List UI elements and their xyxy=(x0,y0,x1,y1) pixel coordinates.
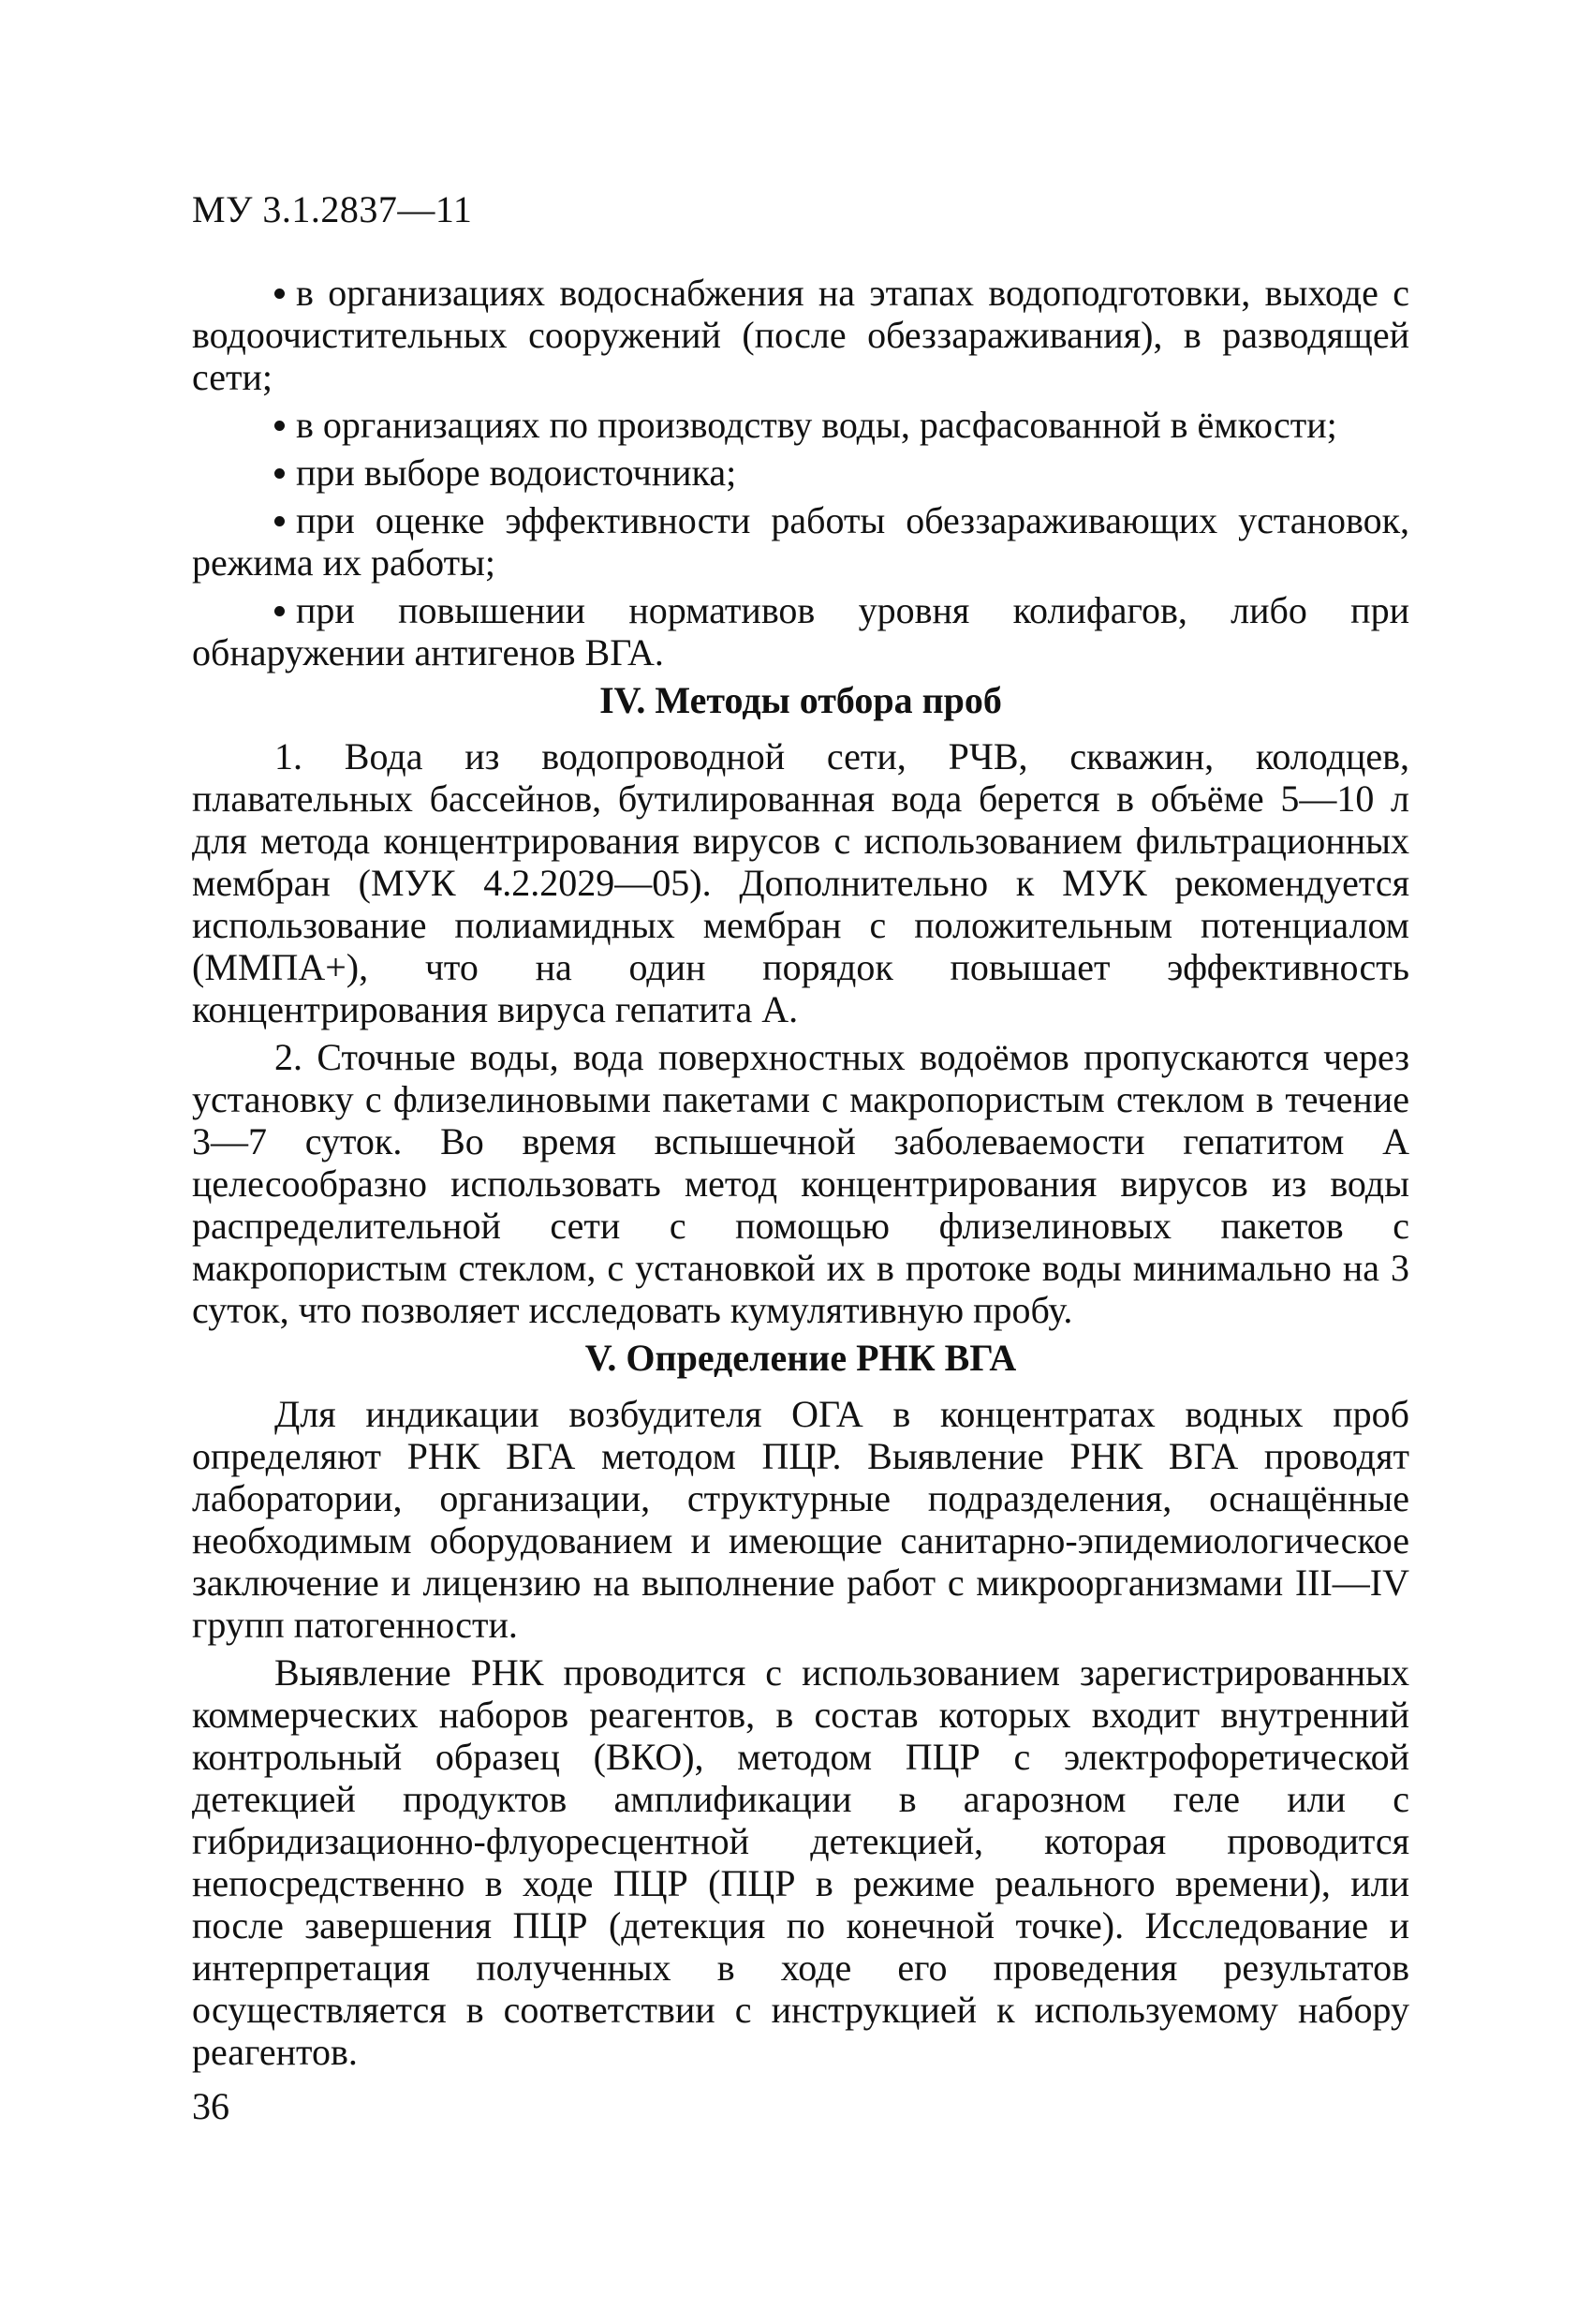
bullet-icon xyxy=(274,606,285,616)
bullet-item xyxy=(192,272,1409,398)
bullet-text: при выборе водоисточника; xyxy=(296,451,737,494)
bullet-icon xyxy=(274,516,285,526)
running-header: МУ 3.1.2837—11 xyxy=(192,188,473,230)
bullet-icon xyxy=(274,289,285,299)
section-4-paragraph-1: 1. Вода из водопроводной сети, РЧВ, скважин, колодцев, плавательных бассейнов, бутилированная вода берется в объёме 5—10 л для метода концентрирования вирусов с использованием фильтрационных мембран (МУК 4.2.2029—05). Дополнительно к МУК рекомендуется использование полиамидных мембран с положительным потенциалом (ММПА+), что на один порядок повышает эффективность концентрирования вируса гепатита А. xyxy=(192,735,1409,1030)
section-4-heading: IV. Методы отбора проб xyxy=(599,679,1002,721)
bullet-item xyxy=(192,404,1409,446)
section-5-paragraph-1: Для индикации возбудителя ОГА в концентратах водных проб определяют РНК ВГА методом ПЦР. Выявление РНК ВГА проводят лаборатории, организации, структурные подразделения, оснащённые необходимым оборудованием и имеющие санитарно-эпидемиологическое заключение и лицензию на выполнение работ с микроорганизмами III—IV групп патогенности. xyxy=(192,1393,1409,1646)
bullet-item xyxy=(192,589,1409,674)
page-body xyxy=(192,272,1409,2079)
section-4-paragraph-2: 2. Сточные воды, вода поверхностных водоёмов пропускаются через установку с флизелиновыми пакетами с макропористым стеклом в течение 3—7 суток. Во время вспышечной заболеваемости гепатитом А целесообразно использовать метод концентрирования вирусов из воды распределительной сети с помощью флизелиновых пакетов с макропористым стеклом, с установкой их в протоке воды минимально на 3 суток, что позволяет исследовать кумулятивную пробу. xyxy=(192,1036,1409,1331)
bullet-text: в организациях по производству воды, расфасованной в ёмкости; xyxy=(296,404,1337,446)
bullet-text: в организациях водоснабжения на этапах водоподготовки, выходе с водоочистительных сооружений (после обеззараживания), в разводящей сети; xyxy=(192,272,1409,398)
bullet-item xyxy=(192,499,1409,584)
section-5-heading: V. Определение РНК ВГА xyxy=(584,1337,1017,1379)
page-number: 36 xyxy=(192,2085,229,2127)
bullet-text: при повышении нормативов уровня колифагов, либо при обнаружении антигенов ВГА. xyxy=(192,589,1409,674)
bullet-text: при оценке эффективности работы обеззараживающих установок, режима их работы; xyxy=(192,499,1409,584)
bullet-icon xyxy=(274,421,285,431)
section-5-paragraph-2: Выявление РНК проводится с использованием зарегистрированных коммерческих наборов реагентов, в состав которых входит внутренний контрольный образец (ВКО), методом ПЦР с электрофоретической детекцией продуктов амплификации в агарозном геле или с гибридизационно-флуоресцентной детекцией, которая проводится непосредственно в ходе ПЦР (ПЦР в режиме реального времени), или после завершения ПЦР (детекция по конечной точке). Исследование и интерпретация полученных в ходе его проведения результатов осуществляется в соответствии с инструкцией к используемому набору реагентов. xyxy=(192,1651,1409,2073)
bullet-item xyxy=(192,451,1409,494)
bullet-icon xyxy=(274,468,285,479)
